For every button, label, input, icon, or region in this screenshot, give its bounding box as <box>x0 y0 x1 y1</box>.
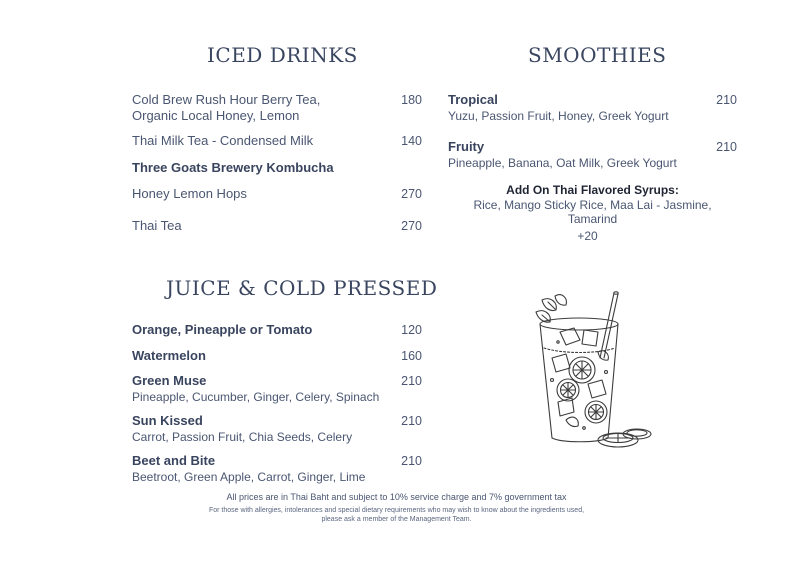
smoothies-heading: SMOOTHIES <box>528 43 667 67</box>
menu-item-sun-kissed <box>132 413 352 445</box>
price-note: All prices are in Thai Baht and subject to 10% service charge and 7% government tax <box>226 492 567 502</box>
item-price: 180 <box>401 93 422 107</box>
item-price: 210 <box>401 454 422 468</box>
item-price: 270 <box>401 187 422 201</box>
item-description: Pineapple, Cucumber, Ginger, Celery, Spinach <box>132 390 380 404</box>
item-description: Carrot, Passion Fruit, Chia Seeds, Celery <box>132 430 353 444</box>
allergy-note <box>0 506 793 524</box>
item-description: Beetroot, Green Apple, Carrot, Ginger, Lime <box>132 470 366 484</box>
allergy-note-line1: For those with allergies, intolerances and special dietary requirements who may wish to know about the ingredients used, <box>208 507 585 514</box>
item-name: Green Muse <box>132 373 207 388</box>
item-name: Honey Lemon Hops <box>132 186 247 201</box>
item-name: Orange, Pineapple or Tomato <box>132 322 313 337</box>
item-price: 160 <box>401 349 422 363</box>
item-name-cont: Organic Local Honey, Lemon <box>132 108 300 123</box>
item-name: Fruity <box>448 139 485 154</box>
iced-drink-glass-icon <box>522 288 657 453</box>
item-name: Three Goats Brewery Kombucha <box>132 160 334 175</box>
menu-item-fruity <box>448 139 677 171</box>
item-price: 210 <box>716 140 737 154</box>
item-price: 210 <box>401 414 422 428</box>
item-price: 120 <box>401 323 422 337</box>
item-price: 210 <box>401 374 422 388</box>
menu-item-orange <box>132 322 312 338</box>
menu-item-thai-milk-tea <box>132 133 313 149</box>
addon-options-cont: Tamarind <box>567 212 618 226</box>
menu-item-thai-tea <box>132 218 182 234</box>
menu-item-honey-lemon-hops <box>132 186 247 202</box>
item-name: Thai Milk Tea - Condensed Milk <box>132 133 314 148</box>
item-name: Watermelon <box>132 348 206 363</box>
menu-item-beet-and-bite <box>132 453 365 485</box>
addon-options: Rice, Mango Sticky Rice, Maa Lai - Jasmine, <box>473 197 712 212</box>
juice-heading: JUICE & COLD PRESSED <box>166 276 438 300</box>
addon-price: +20 <box>577 228 598 243</box>
item-price: 210 <box>716 93 737 107</box>
item-description: Yuzu, Passion Fruit, Honey, Greek Yogurt <box>448 109 669 123</box>
menu-item-tropical <box>448 92 669 124</box>
allergy-note-line2: please ask a member of the Management Team. <box>321 516 472 523</box>
syrup-addon <box>448 183 737 243</box>
menu-item-green-muse <box>132 373 379 405</box>
item-name: Thai Tea <box>132 218 182 233</box>
item-name: Beet and Bite <box>132 453 216 468</box>
iced-drinks-heading: ICED DRINKS <box>207 43 358 67</box>
menu-item-watermelon <box>132 348 206 364</box>
menu-item-cold-brew <box>132 92 320 124</box>
item-name: Sun Kissed <box>132 413 203 428</box>
item-name: Tropical <box>448 92 498 107</box>
item-name: Cold Brew Rush Hour Berry Tea, <box>132 92 321 107</box>
item-price: 270 <box>401 219 422 233</box>
addon-title: Add On Thai Flavored Syrups: <box>506 183 679 197</box>
item-description: Pineapple, Banana, Oat Milk, Greek Yogurt <box>448 156 677 170</box>
menu-subheading-kombucha <box>132 160 334 176</box>
item-price: 140 <box>401 134 422 148</box>
